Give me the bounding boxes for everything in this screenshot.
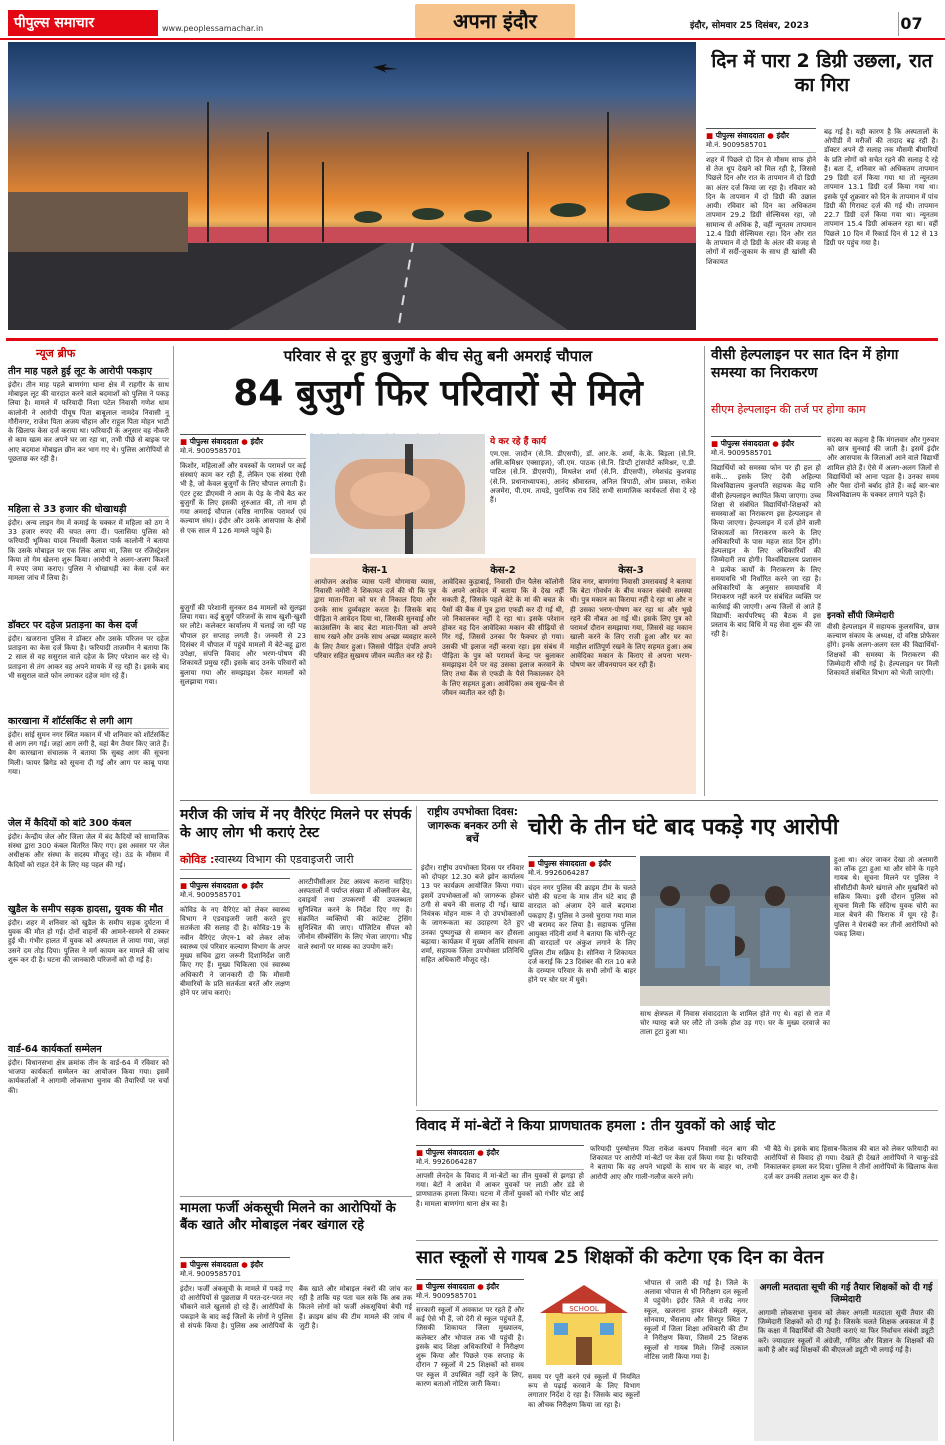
school-sign: SCHOOL [569,1305,599,1313]
byline: ■ पीपुल्स संवाददाता ● इंदौर मो.नं. 9926064287 [528,856,636,881]
news-brief-label: न्यूज ब्रीफ [36,347,76,360]
story-text-col1: कोविड के नए वैरिएंट को लेकर स्वास्थ्य विभाग ने एडवाइजरी जारी करते हुए सतर्कता की सलाह दी है। कोविड-19 के नवीन वैरिएंट जेएन-1 को लेकर लोक स्वास्थ्य एवं परिवार कल्याण विभाग के अपर मुख्य सचिव द्वारा जरूरी दिशानिर्देश जारी किए गए हैं। मुख्य चिकित्सा एवं स्वास्थ्य अधिकारी ने जानकारी दी कि मौसमी बीमारियों के प्रति सतर्कता बरतें और लक्षण होने पर जांच कराएं। [180,906,293,998]
brief-title[interactable]: कारखाना में शॉर्टसर्किट से लगी आग [8,714,169,729]
subhead: सीएम हेल्पलाइन की तर्ज पर होगा काम [711,403,866,416]
brief-item [8,1042,172,1119]
headline[interactable]: दिन में पारा 2 डिग्री उछला, रात का गिरा [711,50,933,96]
case-title: केस-1 [362,565,388,576]
story-text-col2: बढ़ गई है। यही कारण है कि अस्पतालों के ओपीडी में मरीजों की तादाद बढ़ रही है। डॉक्टर अपने दी सलाह तक मौसमी बीमारियों के प्रति लोगों को सचेत रहने की सलाह दे रहे हैं। बता दें, शनिवार को अधिकतम तापमान 29 डिग्री दर्ज किया गया था तो न्यूनतम तापमान 13.1 डिग्री दर्ज किया गया था। इसके पूर्व शुक्रवार को दिन के तापमान में पांच डिग्री की गिरावट दर्ज की गई थी। तापमान 22.7 डिग्री दर्ज किया गया था। न्यूनतम तापमान 15.4 डिग्री आंकलन रहा था। वहीं पिछले 10 दिन में रिकार्ड दिन से 12 से 13 डिग्री पर पहुंच गया है। [824,128,941,247]
brief-text: इंदौर। सांई सुमन नगर स्थित मकान में भी शनिवार को शॉर्टसर्किट से आग लग गई। जहां आग लगी है, वहां बैग तैयार किए जाते हैं। बैग कारखाना संचालक ने बताया कि सुबह आग की सूचना मिली। फायर ब्रिगेड को सूचना दी गई और आग पर काबू पाया गया। [8,731,172,776]
brief-item [8,902,172,1039]
covid-tag: कोविड :स्वास्थ्य विभाग की एडवाइजरी जारी [180,852,412,870]
byline: ■ पीपुल्स संवाददाता ● इंदौर मो.नं. 9009585701 [180,1257,290,1282]
story-text-col2: हुआ था। अंदर जाकर देखा तो अलमारी का लॉक टूटा हुआ था और सोने के गहने गायब थे। सूचना मिलने पर पुलिस ने सीसीटीवी कैमरे खंगाले और मुखबिरों को सक्रिय किया। इसी दौरान पुलिस को सूचना मिली कि संदिग्ध युवक चोरी का माल बेचने की फिराक में घूम रहे हैं। पुलिस ने घेराबंदी कर तीनों आरोपियों को पकड़ लिया। [834,856,941,938]
byline: ■ पीपुल्स संवाददाता ● इंदौर मो.नं. 9009585701 [711,436,821,461]
brief-item [8,502,172,615]
brief-text: इंदौर। शहर में शनिवार को खुडैल के समीप सड़क दुर्घटना में युवक की मौत हो गई। दोनों वाहनों की आमने-सामने से टक्कर हुई थी। गंभीर हालत में युवक को अस्पताल ले जाया गया, जहां उसने दम तोड़ दिया। पुलिस ने मर्ग कायम कर मामले की जांच शुरू कर दी है। घटना की जानकारी परिजनों को दी गई है। [8,919,172,964]
story-text-col1: किशोर, महिलाओं और वयस्कों के परामर्श पर कई संस्थाएं काम कर रही हैं, लेकिन एक संस्था ऐसी भी है, जो केवल बुजुर्गों के लिए चौपाल लगाती है। एंटर ट्रस्ट डीएमवी ने आम के पेड़ के नीचे बैठ कर बुजुर्गों के लिए इसकी शुरुआत की, तो नाम हो गया अमराई चौपाल (वरिष्ठ नागरिक परामर्श एवं कल्याण संघ)। इंदौर और उसके आसपास के क्षेत्रों से एक साल में 126 मामले पहुंचे हैं। [180,462,309,535]
brief-text: इंदौर। खजराना पुलिस ने डॉक्टर और उसके परिजन पर दहेज प्रताड़ना का केस दर्ज किया है। फरियादी ताजमीन ने बताया कि 2 साल से वह ससुराल वाले दहेज के लिए परेशान कर रहे थे। प्रताड़ना से तंग आकर वह अपने मायके में रह रही है। इसके बाद भी ससुराल वाले फोन लगाकर दहेज मांग रहे हैं। [8,635,172,680]
dateline: इंदौर, सोमवार 25 दिसंबर, 2023 [690,21,809,31]
case-text: आयोजन अशोक व्यास पत्नी योगमाया व्यास, निवासी नमोरी ने शिकायत दर्ज की थी कि पुत्र द्वारा माता-पिता को घर से निकाल दिया और उनके साथ दुर्व्यवहार करता है। जिसके बाद पीड़िता ने आवेदन दिया था, जिसकी सुनवाई और काउंसलिंग के बाद बेटा माता-पिता को अपने साथ रखने और उनके साथ अच्छा व्यवहार करने के लिए तैयार हुआ। जिससे पीड़ित दंपति अपने परिवार सहित सुखमय जीवन व्यतीत कर रहे हैं। [314,578,439,660]
brief-title[interactable]: खुडैल के समीप सड़क हादसा, युवक की मौत [8,902,169,917]
case-column [570,562,695,790]
byline: ■ पीपुल्स संवाददाता ● इंदौर मो.नं. 9009585701 [180,434,306,459]
headline[interactable]: 84 बुजुर्ग फिर परिवारों से मिले [233,373,643,414]
sidebar-text: आगामी लोकसभा चुनाव को लेकर अगली मतदाता सूची तैयार की जिम्मेदारी शिक्षकों को दी गई है। जिसके चलते शिक्षक अवकाश में हैं कि कक्षा में विद्यार्थियों की तैयारी कराएं या फिर निर्वाचन संबंधी ड्यूटी करें। ज्यादातर स्कूलों में अंग्रेजी, गणित और विज्ञान के शिक्षकों की कमी है और कई शिक्षकों की बीएलओ ड्यूटी भी लगाई गई है। [758,1309,937,1354]
brief-title[interactable]: तीन माह पहले हुई लूट के आरोपी पकड़ाए [8,364,169,379]
headline[interactable]: मामला फर्जी अंकसूची मिलने का आरोपियों के बैंक खाते और मोबाइल नंबर खंगाल रहे [180,1201,396,1233]
case-column [442,562,567,790]
byline: ■ पीपुल्स संवाददाता ● इंदौर मो.नं. 9926064287 [416,1145,584,1170]
section-title: अपना इंदौर [415,4,575,38]
byline: ■ पीपुल्स संवाददाता ● इंदौर मो.नं. 9009585701 [416,1279,524,1304]
theft-story [528,806,941,1106]
case-title: केस-2 [490,565,516,576]
case-text: शिव नगर, बाणगंगा निवासी उमराववाई ने बताया कि बेटा गोवर्धन के बीच मकान संबंधी समस्या थी। पुत्र मकान का किराया नहीं दे रहा था और न ही उसका भरण-पोषण कर रहा था और भूखे रहने की नौबत आ गई थी। इसके लिए पुत्र को परामर्श दौरान समझाया गया, जिससे वह मकान खाली करने के लिए राजी हुआ और घर का माहौल शांतिपूर्ण रखने के लिए सहमत हुआ। अब आवेदिका मकान के किराए से अपना भरण-पोषण कर जीवनयापन कर रही हैं। [570,578,695,670]
byline: ■ पीपुल्स संवाददाता ● इंदौर मो.नं. 9009585701 [180,878,290,903]
brief-list [8,364,172,1119]
covid-story [180,806,415,1192]
school-illustration [528,1279,640,1369]
voter-list-sidebar [754,1279,938,1441]
brief-item [8,364,172,499]
headline[interactable]: विवाद में मां-बेटों ने किया प्राणघातक हमला : तीन युवकों को आई चोट [416,1118,776,1134]
story-text-col2: सदस्य का कहना है कि मंगलवार और गुरुवार को छात्र सुनवाई की जाती है। इसमें इंदौर और आसपास के जिलाओं आने वाले विद्यार्थी शामिल होते हैं। ऐसे में अलग-अलग जिलों से विद्यार्थियों को आना पड़ता है। उनका समय और पैसा दोनों बर्बाद होते हैं। कई बार-बार विश्वविद्यालय के चक्कर लगाने पड़ते हैं। [827,436,942,500]
dispute-story [416,1110,941,1236]
brief-text: इंदौर। तीन माह पहले बाणगंगा थाना क्षेत्र में राहगीर के साथ मोबाइल लूट की वारदात करने वाले बदमाशों को पुलिस ने पकड़ लिया है। मामले में फरियादी निशा पटेल निवासी गणेश धाम कालोनी ने आरोपी पीयूष पिता बाबूलाल नामदेव निवासी नू गौरीनगर, राजेश पिता अजय चौहान और राहुल पिता मोहन भाटी के खिलाफ केस दर्ज कराया था। फरियादी के अनुसार वह नौकरी से काम खत्म कर अपने घर जा रहा था, तभी पीछे से बाइक पर आए बदमाश मोबाइल छीन कर भाग गए थे। पुलिस आरोपियों से पूछताछ कर रही है। [8,381,172,463]
brief-title[interactable]: वार्ड-64 कार्यकर्ता सम्मेलन [8,1042,169,1057]
elderly-hands-photo [310,434,485,554]
headline[interactable]: चोरी के तीन घंटे बाद पकड़े गए आरोपी [528,815,839,840]
story-text-col2: आरटीपीसीआर टेस्ट अवश्य कराना चाहिए। अस्पतालों में पर्याप्त संख्या में ऑक्सीजन बेड, दवाइयों तथा उपकरणों की उपलब्धता सुनिश्चित करने के निर्देश दिए गए हैं। संक्रमित व्यक्तियों की कांटेक्ट ट्रेसिंग सुनिश्चित की जाए। पॉजिटिव सैंपल को जीनोम सीक्वेंसिंग के लिए भेजा जाएगा। भीड़ वाले स्थानों पर मास्क का उपयोग करें। [298,878,415,951]
teachers-story [416,1240,938,1442]
box-title: ये कर रहे हैं कार्य [490,437,547,447]
story-text: इंदौर। राष्ट्रीय उपभोक्ता दिवस पर रविवार को दोपहर 12.30 बजे झोन कार्यालय 13 पर कार्यक्रम आयोजित किया गया। इसमें उपभोक्ताओं को जागरूक होकर ठगी से बचने की सलाह दी गई। खाद्य नियंत्रक मोहन मारू ने दो उपभोक्ताओं के जागरूकता का उदाहरण देते हुए उनका पुष्पगुच्छ से सम्मान कर हौसला बढ़ाया। कार्यक्रम में मुख्य अतिथि साधना शर्मा, सहायक जिला उपभोक्ता प्रतिनिधि सहित अधिकारी मौजूद रहे। [421,864,527,965]
headline[interactable]: मरीज की जांच में नए वैरिएंट मिलने पर संपर्क के आए लोग भी कराएं टेस्ट [180,807,412,842]
brief-text: इंदौर। अन्य लाइन गेम में कमाई के चक्कर में महिला को ठग ने 33 हजार रुपए की चपत लगा दी। पलासिया पुलिस को फरियादी भूमिका यादव निवासी कैलाश पार्क कालोनी ने बताया कि उसके मोबाइल पर एक लिंक आया था, जिस पर रजिस्ट्रेशन किया तो गेम खेलना शुरू किया। आरोपी ने अलग-अलग किश्तों में रुपए जमा कराए। पुलिस ने धोखाधड़ी का केस दर्ज कर मामला जांच में लिया है। [8,519,172,583]
photo-scene [8,42,696,330]
website-url[interactable]: www.peoplessamachar.in [162,24,264,33]
amrai-story [180,346,699,796]
brief-text: इंदौर। केन्द्रीय जेल और जिला जेल में बंद कैदियों को सामाजिक संस्था द्वारा 300 कंबल वितरित किए गए। इस अवसर पर जेल अधीक्षक और संस्था के सदस्य मौजूद रहे। ठंड के मौसम में कैदियों को राहत देने के लिए यह पहल की गई। [8,833,172,869]
red-divider [6,338,938,341]
box-text: एम.एस. जादौन (से.नि. डीएसपी), डॉ. आर.के. शर्मा, के.के. बिड़ला (से.नि. असि.कमिश्नर एक्साइज), जी.एम. पाठक (से.नि. डिप्टी ट्रांसपोर्ट कमिश्नर, ए.डी. पाटिल (से.नि. डीएसपी), मिथलेश शर्मा (से.नि. डीएसपी), रमेशचंद्र कुशवाह (से.नि. प्रधानाध्यापक), आनंद श्रीवास्तव, अनिल त्रिपाठी, ओम प्रकाश, राकेश अजमेरा, पी.एम. तायडे, पुराणिक राव शिंदे सभी सामाजिक कार्यकर्ता सेवा दे रहे हैं। [490,450,699,505]
masthead [0,0,945,40]
byline: ■ पीपुल्स संवाददाता ● इंदौर मो.नं. 9009585701 [706,128,816,153]
case-title: केस-3 [618,565,644,576]
story-text: इंदौर। फर्जी अंकसूची के मामले में पकड़े गए दो आरोपियों से पूछताछ में परत-दर-परत नए चौंकाने वाले खुलासे हो रहे हैं। आरोपियों के पकड़ाने के बाद कई जिलों के लोगों ने पुलिस से संपर्क किया है। पुलिस अब आरोपियों के बैंक खाते और मोबाइल नंबरों की जांच कर रही है ताकि यह पता चल सके कि अब तक कितने लोगों को फर्जी अंकसूचियां बेची गई हैं। क्राइम ब्रांच की टीम मामले की जांच में जुटी है। [180,1285,415,1330]
story-text-col1: शहर में पिछले दो दिन से मौसम साफ होने से तेज धूप देखने को मिल रही है, जिससे पिछले दिन और रात के तापमान में दो डिग्री का अंतर दर्ज किया जा रहा है। रविवार को दिन के तापमान में दो डिग्री की उछाल आयी। रविवार को दिन का अधिकतम तापमान 29.2 डिग्री सेल्सियस रहा, जो सामान्य से अधिक है, वहीं न्यूनतम तापमान 12.4 डिग्री सेल्सियस रहा। दिन और रात के तापमान में दो डिग्री के अंतर की वजह से लोगों में सर्दी-जुकाम के साथ ही खांसी की शिकायत [706,156,819,266]
story-text-col2: समय पर पूरी करने एवं स्कूलों में नियमित रूप से पढ़ाई करवाने के लिए विभाग लगातार निर्देश दे रहा है। जिसके बाद स्कूलों का औचक निरीक्षण किया जा रहा है। [528,1373,643,1409]
kicker: परिवार से दूर हुए बुजुर्गों के बीच सेतु बनी अमराई चौपाल [283,347,593,365]
story-text-col3: भोपाल से जारी की गई है। जिले के अलावा भोपाल से भी निरीक्षण दल स्कूलों में पहुंचेंगे। इंदौर जिले में राजेंद्र नगर स्कूल, खजराना हायर सेकंडरी स्कूल, सोनवाय, भैंसलाय और सिरपुर स्थित 7 स्कूलों में जिला शिक्षा अधिकारी की टीम ने निरीक्षण किया, जिसमें 25 शिक्षक स्कूलों से गायब मिले। जिन्हें तत्काल नोटिस जारी किया गया है। [644,1279,751,1361]
news-brief-column [8,346,174,1441]
box-text: वीसी हेल्पलाइन में सहायक कुलसचिव, छात्र कल्याण संकाय के अध्यक्ष, दो वरिष्ठ प्रोफेसर होंगे। इनके अलग-अलग स्तर की विद्यार्थियों-शिक्षकों की समस्या के निराकरण की जिम्मेदारी सौंपी गई है। हेल्पलाइन पर मिली शिकायतें संबंधित विभाग को भेजी जाएंगी। [827,623,942,678]
story-columns [706,128,941,335]
fake-marksheet-story [180,1196,415,1442]
top-story [706,50,941,335]
story-text-col1: विद्यार्थियों को समस्या फोन पर ही हल हो सके... इसके लिए देवी अहिल्या विश्वविद्यालय कुलपति सहायक केंद्र यानि वीसी हेल्पलाइन स्थापित किया जाएगा। उच्च शिक्षा से संबंधित विद्यार्थियों-शिक्षकों को समस्याओं का निराकरण इस हेल्पलाइन से किया जाएगा। हेल्पलाइन में दर्ज होने वाली शिकायतों का निराकरण करने के लिए अधिकारियों के पास महज सात दिन होंगे। हेल्पलाइन के लिए अधिकारियों की जिम्मेदारी तय होगी। विश्वविद्यालय प्रशासन ने प्रत्येक कार्यों के निराकरण के लिए समयावधि भी निर्धारित करने जा रहा है। अधिकारियों के अनुसार समयावधि में निराकरण नहीं करने पर संबंधित व्यक्ति पर कार्रवाई की जाएगी। अन्य जिलों से आते हैं विद्यार्थी: कार्यपरिषद् की बैठक में इस प्रस्ताव के बाद विधि में यह सेवा शुरू की जा रही है। [711,464,824,639]
logo: पीपुल्स समाचार [8,10,158,36]
headline[interactable]: सात स्कूलों से गायब 25 शिक्षकों की कटेगा एक दिन का वेतन [416,1247,824,1268]
case-text: आवेदिका कुड़ाबाई, निवासी ग्रीन पैलेस कॉलोनी के अपने आवेदन में बताया कि वे देख नहीं सकती हैं, जिसके पहले बेटे के मां की बचत के पैसों की बैंक में पुत्र द्वारा एफडी कर दी गई थी, जो निकालकर नहीं दे रहा था। इसके परेशान होकर वह दिन आवेदिका मकान की सीढ़ियों से गिर गई, जिससे उनका पैर फैक्चर हो गया। उसकी भी इलाज नहीं करवा रहा। इस संबंध में पीड़िता के पुत्र को परामर्श केन्द्र पर बुलाकर समझाइश देने पर वह उसका इलाज करवाने के लिए तथा बैंक से एफडी के पैसे निकालकर देने के लिए सहमत हुआ। आवेदिका अब सुख-चैन से जीवन व्यतीत कर रही है। [442,578,567,697]
sidebar-title: अगली मतदाता सूची की गई तैयार शिक्षकों को दी गई जिम्मेदारी [759,1283,933,1305]
horizontal-rule [180,800,938,801]
cases-box [310,558,696,794]
vc-helpline-story [704,346,942,796]
page-number: 07 [898,12,924,36]
story-text-col3: भी बैठे थे। इसके बाद हिसाब-किताब की बात को लेकर फरियादी का आरोपियों से विवाद हो गया। देखते ही देखते आरोपियों ने चाकू-डंडे निकालकर हमला कर दिया। पुलिस ने तीनों आरोपियों के खिलाफ केस दर्ज कर उनकी तलाश शुरू कर दी है। [764,1145,941,1181]
volunteers-box [490,434,699,554]
brief-text: इंदौर। विधानसभा क्षेत्र क्रमांक तीन के वार्ड-64 में रविवार को भाजपा कार्यकर्ता सम्मेलन का आयोजन किया गया। इसमें कार्यकर्ताओं ने आगामी लोकसभा चुनाव की तैयारियों पर चर्चा की। [8,1059,172,1095]
brief-item [8,714,172,813]
story-text-col1: चंदन नगर पुलिस की क्राइम टीम के चलते चोरी की घटना के मात्र तीन घंटे बाद ही वारदात को अंजाम देने वाले बदमाश पकड़ाए हैं। पुलिस ने उनसे चुराया गया माल भी बरामद कर लिया है। सहायक पुलिस आयुक्त नंदिनी शर्मा ने बताया कि चोरी-लूट की वारदातों पर अंकुश लगाने के लिए पुलिस टीम सक्रिय है। सोनिया ने शिकायत दर्ज कराई कि 23 दिसंबर की रात 10 बजे के दरम्यान परिवार के सभी लोगों के बाहर होने पर चोर घर में घुसे। [528,884,639,985]
story-text-col2: बुजुर्गों की परेशानी सुनकर 84 मामलों को सुलझा लिया गया। कई बुजुर्ग परिजनों के साथ खुशी-खुशी घर लौटे। कलेक्टर कार्यालय में चलाई जा रही यह चौपाल हर सप्ताह लगती है। जनवरी से 23 दिसंबर में चौपाल में पहुंचे मामलों में बेटे-बहू द्वारा उपेक्षा, संपत्ति विवाद और भरण-पोषण की शिकायतें प्रमुख रहीं। इसके बाद उनके परिवारों को बुलाया गया और समझाइश देकर मामलों को सुलझाया गया। [180,604,309,686]
story-text-col1: सरकारी स्कूलों में अवकाश पर रहते हैं और कई ऐसे भी हैं, जो देरी से स्कूल पहुंचते हैं, जिसकी शिकायत जिला मुख्यालय, कलेक्टर और भोपाल तक भी पहुंची है। इसके बाद शिक्षा अधिकारियों ने निरीक्षण शुरू किया और पिछले एक सप्ताह के दौरान 7 स्कूलों में 25 शिक्षकों को समय पर स्कूल में उपस्थित नहीं रहने के लिए, कारण बताओ नोटिस जारी किया। [416,1306,527,1388]
story-text-col1: आपसी लेनदेन के विवाद में मां-बेटों का तीन युवकों से झगड़ा हो गया। बेटों ने आवेश में आकर युवकों पर लाठी और डंडे से प्राणघातक हमला किया। घटना में तीनों युवकों को गंभीर चोट आई है। मामला बाणगंगा थाना क्षेत्र का है। [416,1172,587,1208]
case-column [314,562,439,790]
story-text-col2: फरियादी पुरुषोत्तम पिता राकेश कश्यप निवासी नंदन बाग की शिकायत पर आरोपी मां-बेटों पर केस दर्ज किया गया है। फरियादी ने बताया कि वह अपने भाइयों के साथ घर के बाहर था, तभी आरोपी आए और गाली-गलौज करने लगे। [590,1145,761,1181]
brief-item [8,816,172,899]
headline[interactable]: राष्ट्रीय उपभोक्ता दिवस: जागरूक बनकर ठगी से बचें [427,806,518,846]
accused-photo [640,856,830,1006]
consumer-story [416,806,527,1106]
photo-caption: साथ क्षेत्रफल में निवास संवाददाता के शामिल होते गए थे। वहां से रात में चोर ग्यारह बजे घर लौटे तो उनके होश उड़ गए। घर के मुख्य दरवाजे का ताला टूटा हुआ था। [640,1010,833,1037]
brief-title[interactable]: जेल में कैदियों को बांटे 300 कंबल [8,816,169,831]
brief-title[interactable]: महिला से 33 हजार की धोखाधड़ी [8,502,169,517]
brief-item [8,618,172,711]
box-title: इनको सौंपी जिम्मेदारी [827,611,895,621]
brief-title[interactable]: डॉक्टर पर दहेज प्रताड़ना का केस दर्ज [8,618,169,633]
headline[interactable]: वीसी हेल्पलाइन पर सात दिन में होगा समस्या का निराकरण [711,347,899,382]
sunset-road-photo [8,42,696,330]
